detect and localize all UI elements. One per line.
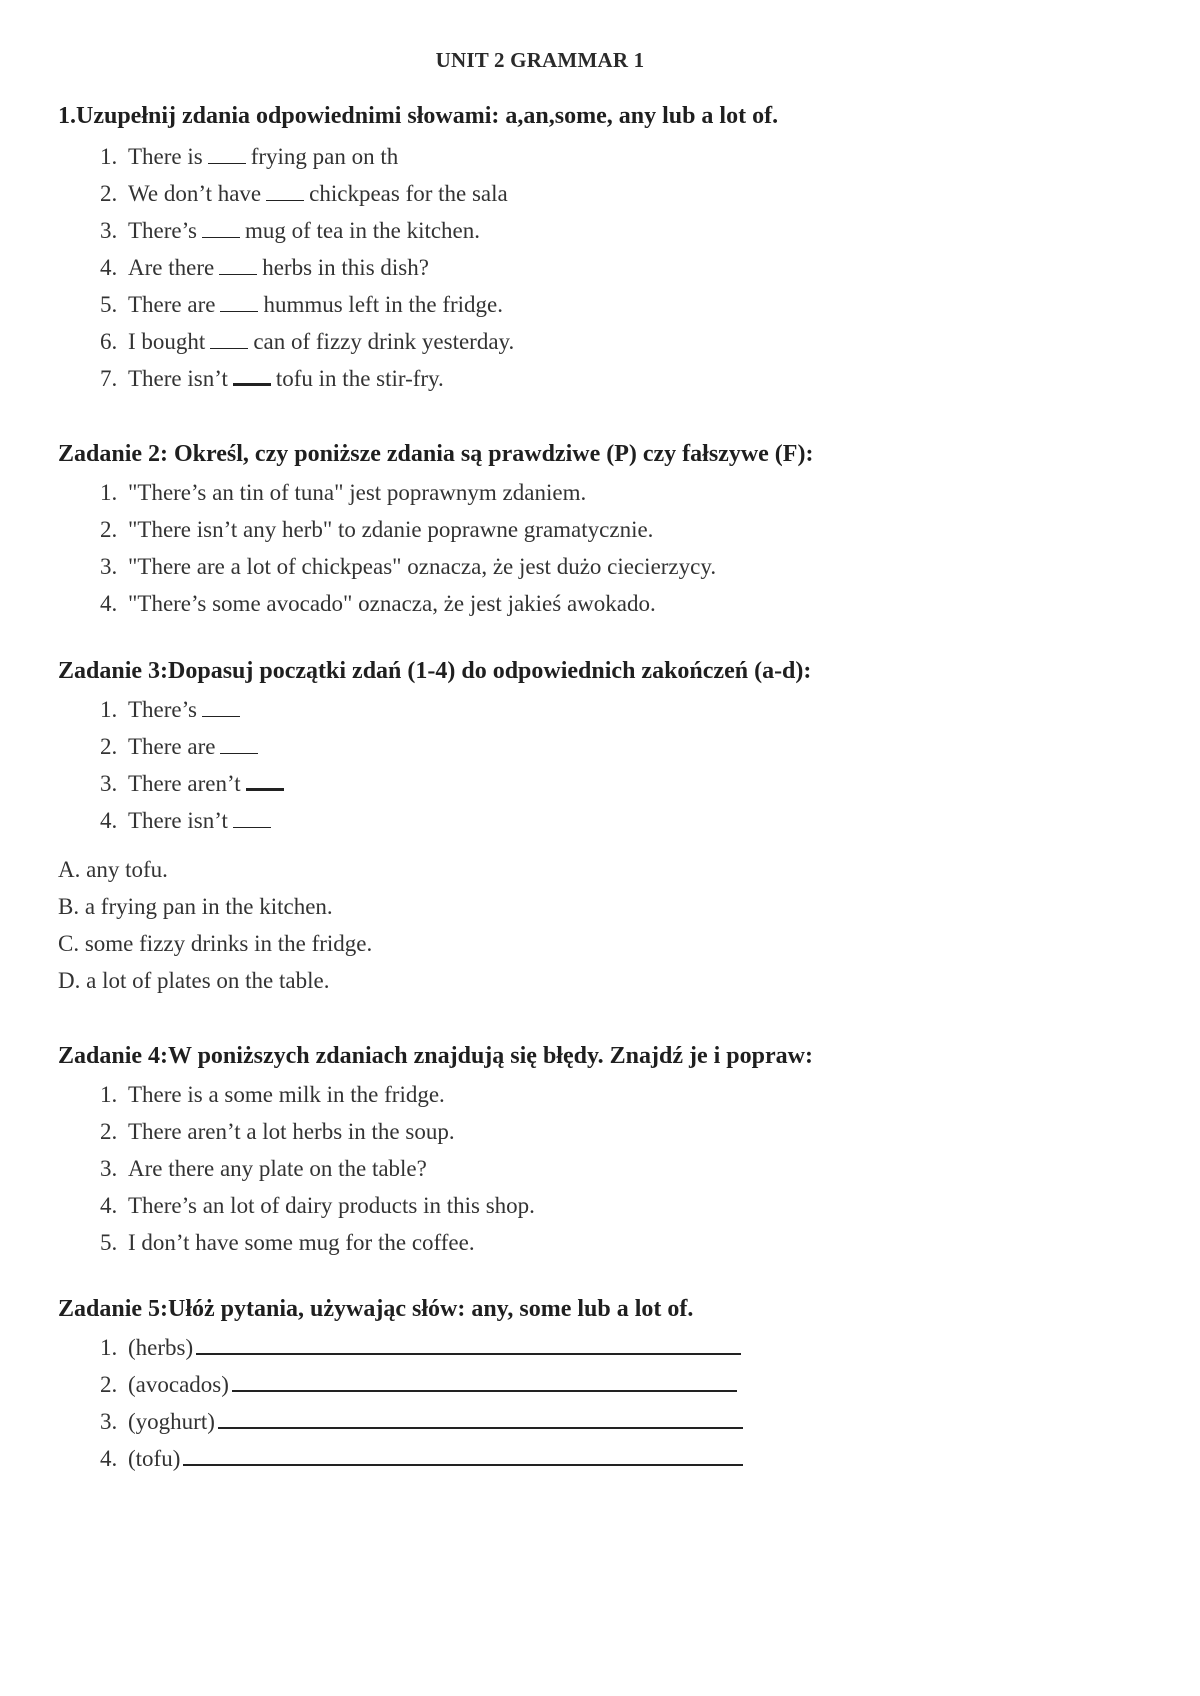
task-1-item: 7. There isn’t tofu in the stir-fry. <box>100 366 444 391</box>
task-2-item: 1. "There’s an tin of tuna" jest poprawnym zdaniem. <box>100 480 587 505</box>
task-1-item: 6. I bought can of fizzy drink yesterday. <box>100 329 515 354</box>
task-3-ending: D. a lot of plates on the table. <box>58 968 330 993</box>
answer-line[interactable] <box>196 1352 741 1355</box>
task-1-item: 3. There’s mug of tea in the kitchen. <box>100 218 481 243</box>
task-2-section <box>58 438 1138 622</box>
task-4-section <box>58 1040 1138 1261</box>
task-3-section <box>58 655 1138 999</box>
task-3-item: 2. There are <box>58 728 1138 765</box>
task-2-list <box>58 474 1138 622</box>
task-4-item: 3. Are there any plate on the table? <box>100 1156 427 1181</box>
answer-blank[interactable] <box>220 752 258 754</box>
task-4-heading: Zadanie 4:W poniższych zdaniach znajdują się błędy. Znajdź je i popraw: <box>58 1043 813 1069</box>
task-1-item: 5. There are hummus left in the fridge. <box>100 292 503 317</box>
task-3-item: 1. There’s <box>58 691 1138 728</box>
task-5-section <box>58 1293 1138 1477</box>
task-3-ending: B. a frying pan in the kitchen. <box>58 894 333 919</box>
task-5-heading: Zadanie 5:Ułóż pytania, używając słów: any, some lub a lot of. <box>58 1296 694 1322</box>
task-1-item: 2. We don’t have chickpeas for the sala <box>100 181 508 206</box>
task-2-item: 4. "There’s some avocado" oznacza, że jest jakieś awokado. <box>100 591 656 616</box>
answer-blank[interactable] <box>233 382 271 386</box>
task-4-list <box>58 1076 1138 1261</box>
task-5-item: 2. (avocados) <box>58 1366 1138 1403</box>
task-2-item: 3. "There are a lot of chickpeas" oznacza, że jest dużo ciecierzycy. <box>100 554 717 579</box>
answer-line[interactable] <box>232 1389 737 1392</box>
task-4-item: 4. There’s an lot of dairy products in this shop. <box>100 1193 535 1218</box>
task-5-list <box>58 1329 1138 1477</box>
task-1-item: 4. Are there herbs in this dish? <box>100 255 429 280</box>
task-1-section <box>58 100 1138 397</box>
answer-blank[interactable] <box>219 273 257 275</box>
answer-blank[interactable] <box>220 310 258 312</box>
task-5-item: 3. (yoghurt) <box>58 1403 1138 1440</box>
task-3-item: 3. There aren’t <box>58 765 1138 802</box>
answer-line[interactable] <box>183 1463 743 1466</box>
task-3-heading: Zadanie 3:Dopasuj początki zdań (1-4) do odpowiednich zakończeń (a-d): <box>58 658 812 684</box>
answer-line[interactable] <box>218 1426 743 1429</box>
task-3-ending: A. any tofu. <box>58 857 168 882</box>
task-4-item: 5. I don’t have some mug for the coffee. <box>100 1230 475 1255</box>
task-3-item: 4. There isn’t <box>58 802 1138 839</box>
task-1-heading: 1.Uzupełnij zdania odpowiednimi słowami: a,an,some, any lub a lot of. <box>58 103 779 129</box>
task-5-item: 4. (tofu) <box>58 1440 1138 1477</box>
task-3-endings-list <box>58 851 1138 999</box>
task-1-item: 1. There is frying pan on th <box>100 144 399 169</box>
answer-blank[interactable] <box>202 236 240 238</box>
task-5-item: 1. (herbs) <box>58 1329 1138 1366</box>
answer-blank[interactable] <box>210 347 248 349</box>
task-4-item: 1. There is a some milk in the fridge. <box>100 1082 445 1107</box>
task-3-list <box>58 691 1138 839</box>
answer-blank[interactable] <box>202 715 240 717</box>
task-2-item: 2. "There isn’t any herb" to zdanie poprawne gramatycznie. <box>100 517 654 542</box>
task-4-item: 2. There aren’t a lot herbs in the soup. <box>100 1119 455 1144</box>
answer-blank[interactable] <box>233 826 271 828</box>
task-1-list <box>58 138 1138 397</box>
task-2-heading: Zadanie 2: Określ, czy poniższe zdania są prawdziwe (P) czy fałszywe (F): <box>58 441 814 467</box>
answer-blank[interactable] <box>266 199 304 201</box>
answer-blank[interactable] <box>208 162 246 164</box>
page-title: UNIT 2 GRAMMAR 1 <box>435 48 645 72</box>
answer-blank[interactable] <box>246 787 284 791</box>
task-3-ending: C. some fizzy drinks in the fridge. <box>58 931 373 956</box>
